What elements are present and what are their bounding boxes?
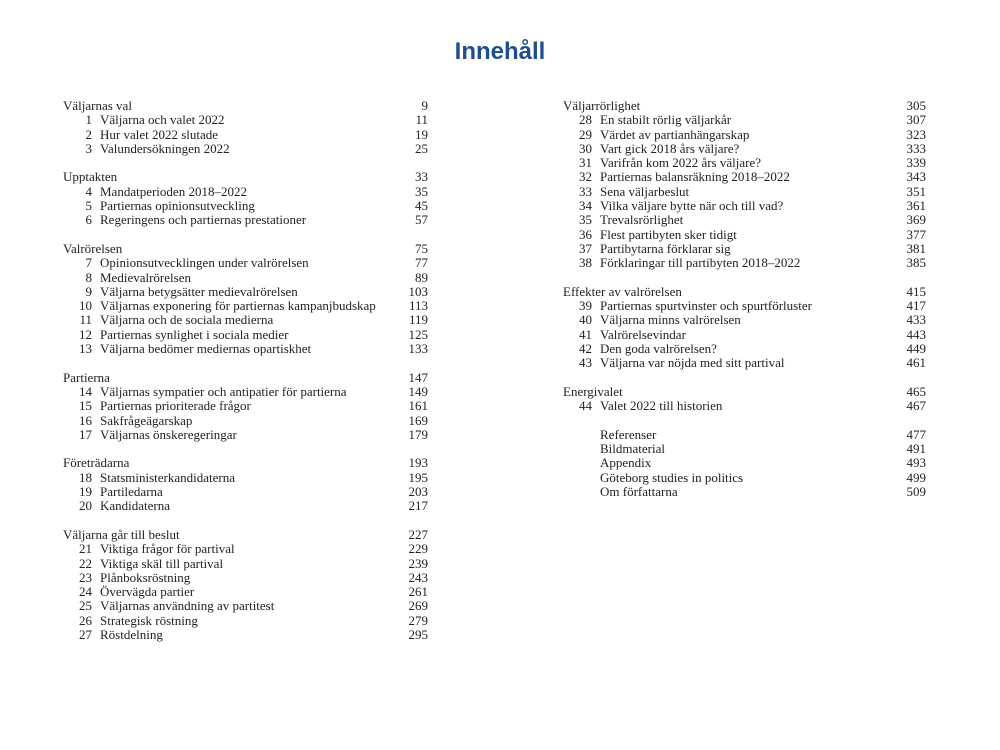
chapter-title: Väljarnas användning av partitest xyxy=(100,598,275,614)
chapter-number: 15 xyxy=(79,398,92,414)
chapter-number: 37 xyxy=(579,240,592,256)
part-page-number: 9 xyxy=(421,98,428,113)
chapter-page-number: 89 xyxy=(415,269,428,285)
chapter-page-number: 195 xyxy=(408,469,428,485)
chapter-title: Partiernas balansräkning 2018–2022 xyxy=(600,169,790,185)
chapter-page-number: 19 xyxy=(415,126,428,142)
chapter-number: 23 xyxy=(79,569,92,585)
chapter-page-number: 295 xyxy=(408,626,428,642)
chapter-title: Värdet av partianhängarskap xyxy=(600,126,750,142)
chapter-page-number: 45 xyxy=(415,198,428,214)
back-matter-page-number: 493 xyxy=(906,455,926,471)
chapter-page-number: 461 xyxy=(906,355,926,371)
toc-chapter-entry[interactable] xyxy=(63,128,428,142)
part-title: Energivalet xyxy=(563,383,623,399)
chapter-page-number: 133 xyxy=(408,341,428,357)
toc-chapter-entry[interactable] xyxy=(63,142,428,156)
toc-chapter-entry[interactable] xyxy=(563,228,926,242)
chapter-page-number: 11 xyxy=(415,112,428,128)
chapter-page-number: 385 xyxy=(906,255,926,271)
chapter-page-number: 161 xyxy=(408,398,428,414)
toc-chapter-entry[interactable] xyxy=(63,342,428,356)
toc-back-matter-entry[interactable] xyxy=(563,456,926,470)
toc-part xyxy=(63,528,428,642)
back-matter-title: Referenser xyxy=(600,426,657,442)
chapter-title: Vilka väljare bytte när och till vad? xyxy=(600,198,784,214)
chapter-number: 2 xyxy=(85,126,92,142)
toc-chapter-entry[interactable] xyxy=(63,499,428,513)
toc-part-heading[interactable] xyxy=(63,242,428,256)
chapter-page-number: 149 xyxy=(408,383,428,399)
chapter-title: Väljarna bedömer mediernas opartiskhet xyxy=(100,341,312,357)
part-page-number: 227 xyxy=(408,526,428,542)
chapter-number: 32 xyxy=(579,169,592,185)
toc-part xyxy=(563,385,926,414)
chapter-title: Förklaringar till partibyten 2018–2022 xyxy=(600,255,801,271)
chapter-number: 16 xyxy=(79,412,92,428)
chapter-number: 19 xyxy=(79,484,92,500)
toc-part-heading[interactable] xyxy=(563,385,926,399)
toc-part-heading[interactable] xyxy=(563,99,926,113)
chapter-number: 40 xyxy=(579,312,592,328)
chapter-title: Regeringens och partiernas prestationer xyxy=(100,212,307,228)
toc-part-heading[interactable] xyxy=(63,99,428,113)
toc-chapter-entry[interactable] xyxy=(563,142,926,156)
chapter-page-number: 369 xyxy=(906,212,926,228)
toc-part-heading[interactable] xyxy=(63,456,428,470)
chapter-number: 11 xyxy=(79,312,92,328)
chapter-title: Den goda valrörelsen? xyxy=(600,341,717,357)
chapter-number: 26 xyxy=(79,612,92,628)
chapter-title: Viktiga skäl till partival xyxy=(100,555,224,571)
chapter-page-number: 343 xyxy=(906,169,926,185)
chapter-title: Mandatperioden 2018–2022 xyxy=(100,183,247,199)
chapter-page-number: 381 xyxy=(906,240,926,256)
chapter-title: Väljarnas önskeregeringar xyxy=(100,426,237,442)
chapter-number: 1 xyxy=(85,112,92,128)
toc-chapter-entry[interactable] xyxy=(563,128,926,142)
toc-chapter-entry[interactable] xyxy=(63,185,428,199)
chapter-number: 33 xyxy=(579,183,592,199)
toc-chapter-entry[interactable] xyxy=(63,614,428,628)
chapter-title: Partiernas spurtvinster och spurtförluster xyxy=(600,298,812,314)
chapter-title: Kandidaterna xyxy=(100,498,171,514)
toc-chapter-entry[interactable] xyxy=(63,399,428,413)
toc-part xyxy=(563,99,926,271)
part-page-number: 193 xyxy=(408,455,428,471)
chapter-number: 13 xyxy=(79,341,92,357)
chapter-page-number: 239 xyxy=(408,555,428,571)
chapter-title: Övervägda partier xyxy=(100,584,195,600)
part-title: Effekter av valrörelsen xyxy=(563,283,682,299)
chapter-page-number: 443 xyxy=(906,326,926,342)
chapter-title: Viktiga frågor för partival xyxy=(100,541,235,557)
chapter-number: 36 xyxy=(579,226,592,242)
chapter-title: Väljarna betygsätter medievalrörelsen xyxy=(100,283,298,299)
chapter-number: 31 xyxy=(579,155,592,171)
chapter-title: Sakfrågeägarskap xyxy=(100,412,193,428)
toc-chapter-entry[interactable] xyxy=(563,113,926,127)
toc-chapter-entry[interactable] xyxy=(63,428,428,442)
chapter-number: 10 xyxy=(79,298,92,314)
toc-chapter-entry[interactable] xyxy=(563,356,926,370)
chapter-number: 14 xyxy=(79,383,92,399)
chapter-number: 28 xyxy=(579,112,592,128)
chapter-number: 34 xyxy=(579,198,592,214)
chapter-title: Valrörelsevindar xyxy=(600,326,686,342)
chapter-number: 7 xyxy=(85,255,92,271)
chapter-number: 39 xyxy=(579,298,592,314)
part-title: Partierna xyxy=(63,369,110,385)
chapter-number: 8 xyxy=(85,269,92,285)
toc-back-matter-entry[interactable] xyxy=(563,442,926,456)
chapter-page-number: 361 xyxy=(906,198,926,214)
back-matter-title: Göteborg studies in politics xyxy=(600,469,744,485)
toc-part-heading[interactable] xyxy=(63,371,428,385)
toc-part-heading[interactable] xyxy=(63,528,428,542)
chapter-page-number: 35 xyxy=(415,183,428,199)
chapter-title: Väljarna var nöjda med sitt partival xyxy=(600,355,785,371)
chapter-page-number: 261 xyxy=(408,584,428,600)
part-title: Företrädarna xyxy=(63,455,130,471)
toc-part xyxy=(63,456,428,513)
toc-chapter-entry[interactable] xyxy=(563,256,926,270)
toc-part xyxy=(63,242,428,356)
toc-chapter-entry[interactable] xyxy=(63,585,428,599)
toc-part xyxy=(63,170,428,227)
chapter-page-number: 279 xyxy=(408,612,428,628)
part-page-number: 33 xyxy=(415,169,428,185)
toc-chapter-entry[interactable] xyxy=(63,299,428,313)
part-title: Väljarna går till beslut xyxy=(63,526,180,542)
chapter-title: Röstdelning xyxy=(100,626,163,642)
toc-part xyxy=(63,99,428,156)
chapter-page-number: 103 xyxy=(408,283,428,299)
chapter-number: 42 xyxy=(579,341,592,357)
toc-chapter-entry[interactable] xyxy=(63,213,428,227)
chapter-title: Väljarnas sympatier och antipatier för partierna xyxy=(100,383,347,399)
chapter-number: 43 xyxy=(579,355,592,371)
toc-back-matter-entry[interactable] xyxy=(563,471,926,485)
chapter-number: 24 xyxy=(79,584,92,600)
chapter-title: Vart gick 2018 års väljare? xyxy=(600,140,740,156)
chapter-page-number: 467 xyxy=(906,398,926,414)
toc-chapter-entry[interactable] xyxy=(63,628,428,642)
toc-left-column xyxy=(63,99,428,657)
toc-part xyxy=(563,285,926,371)
chapter-title: Väljarna minns valrörelsen xyxy=(600,312,741,328)
toc-chapter-entry[interactable] xyxy=(563,328,926,342)
chapter-page-number: 125 xyxy=(408,326,428,342)
chapter-title: Statsministerkandidaterna xyxy=(100,469,236,485)
chapter-number: 4 xyxy=(85,183,92,199)
part-page-number: 415 xyxy=(906,283,926,299)
toc-chapter-entry[interactable] xyxy=(563,299,926,313)
part-page-number: 465 xyxy=(906,383,926,399)
toc-chapter-entry[interactable] xyxy=(563,156,926,170)
chapter-title: Partibytarna förklarar sig xyxy=(600,240,731,256)
chapter-title: Varifrån kom 2022 års väljare? xyxy=(600,155,761,171)
chapter-page-number: 179 xyxy=(408,426,428,442)
toc-right-column xyxy=(563,99,926,514)
chapter-page-number: 243 xyxy=(408,569,428,585)
back-matter-page-number: 491 xyxy=(906,441,926,457)
toc-chapter-entry[interactable] xyxy=(63,113,428,127)
part-page-number: 75 xyxy=(415,240,428,256)
chapter-number: 21 xyxy=(79,541,92,557)
chapter-number: 6 xyxy=(85,212,92,228)
chapter-number: 27 xyxy=(79,626,92,642)
toc-chapter-entry[interactable] xyxy=(63,199,428,213)
toc-chapter-entry[interactable] xyxy=(63,285,428,299)
toc-chapter-entry[interactable] xyxy=(63,557,428,571)
chapter-number: 5 xyxy=(85,198,92,214)
chapter-page-number: 217 xyxy=(408,498,428,514)
part-title: Valrörelsen xyxy=(63,240,123,256)
chapter-title: Plånboksröstning xyxy=(100,569,191,585)
toc-chapter-entry[interactable] xyxy=(63,471,428,485)
part-page-number: 305 xyxy=(906,98,926,113)
back-matter-title: Bildmaterial xyxy=(600,441,665,457)
chapter-title: Flest partibyten sker tidigt xyxy=(600,226,737,242)
page-title: Innehåll xyxy=(454,38,546,65)
part-title: Väljarnas val xyxy=(63,98,132,113)
chapter-page-number: 203 xyxy=(408,484,428,500)
chapter-number: 22 xyxy=(79,555,92,571)
toc-chapter-entry[interactable] xyxy=(563,170,926,184)
chapter-number: 18 xyxy=(79,469,92,485)
toc-part-heading[interactable] xyxy=(563,285,926,299)
chapter-number: 20 xyxy=(79,498,92,514)
chapter-number: 38 xyxy=(579,255,592,271)
chapter-page-number: 269 xyxy=(408,598,428,614)
chapter-title: Strategisk röstning xyxy=(100,612,198,628)
toc-part xyxy=(63,371,428,442)
chapter-title: Valet 2022 till historien xyxy=(600,398,723,414)
toc-chapter-entry[interactable] xyxy=(63,271,428,285)
chapter-title: Medievalrörelsen xyxy=(100,269,191,285)
toc-chapter-entry[interactable] xyxy=(563,242,926,256)
chapter-page-number: 333 xyxy=(906,140,926,156)
chapter-page-number: 339 xyxy=(906,155,926,171)
chapter-page-number: 307 xyxy=(906,112,926,128)
chapter-title: Partiernas prioriterade frågor xyxy=(100,398,251,414)
part-page-number: 147 xyxy=(408,369,428,385)
toc-chapter-entry[interactable] xyxy=(63,313,428,327)
back-matter-page-number: 499 xyxy=(906,469,926,485)
chapter-title: Valundersökningen 2022 xyxy=(100,140,230,156)
chapter-title: En stabilt rörlig väljarkår xyxy=(600,112,732,128)
chapter-page-number: 433 xyxy=(906,312,926,328)
chapter-title: Sena väljarbeslut xyxy=(600,183,690,199)
chapter-page-number: 449 xyxy=(906,341,926,357)
back-matter-page-number: 509 xyxy=(906,484,926,500)
chapter-title: Trevalsrörlighet xyxy=(600,212,684,228)
chapter-number: 3 xyxy=(85,140,92,156)
back-matter-title: Appendix xyxy=(600,455,652,471)
chapter-number: 35 xyxy=(579,212,592,228)
toc-back-matter-entry[interactable] xyxy=(563,428,926,442)
chapter-page-number: 119 xyxy=(408,312,428,328)
toc-chapter-entry[interactable] xyxy=(63,485,428,499)
toc-chapter-entry[interactable] xyxy=(63,599,428,613)
chapter-page-number: 57 xyxy=(415,212,428,228)
chapter-title: Väljarnas exponering för partiernas kampanjbudskap xyxy=(100,298,376,314)
toc-chapter-entry[interactable] xyxy=(63,542,428,556)
part-title: Upptakten xyxy=(63,169,118,185)
chapter-number: 30 xyxy=(579,140,592,156)
chapter-number: 25 xyxy=(79,598,92,614)
toc-chapter-entry[interactable] xyxy=(563,399,926,413)
chapter-number: 17 xyxy=(79,426,92,442)
toc-chapter-entry[interactable] xyxy=(63,385,428,399)
chapter-number: 41 xyxy=(579,326,592,342)
toc-back-matter-entry[interactable] xyxy=(563,485,926,499)
toc-chapter-entry[interactable] xyxy=(563,185,926,199)
chapter-number: 29 xyxy=(579,126,592,142)
chapter-number: 12 xyxy=(79,326,92,342)
toc-chapter-entry[interactable] xyxy=(63,256,428,270)
chapter-title: Opinionsutvecklingen under valrörelsen xyxy=(100,255,309,271)
chapter-page-number: 377 xyxy=(906,226,926,242)
toc-chapter-entry[interactable] xyxy=(63,571,428,585)
chapter-title: Partiernas opinionsutveckling xyxy=(100,198,255,214)
chapter-page-number: 25 xyxy=(415,140,428,156)
chapter-title: Hur valet 2022 slutade xyxy=(100,126,219,142)
toc-chapter-entry[interactable] xyxy=(563,313,926,327)
chapter-number: 9 xyxy=(85,283,92,299)
chapter-title: Partiernas synlighet i sociala medier xyxy=(100,326,289,342)
toc-chapter-entry[interactable] xyxy=(563,213,926,227)
toc-chapter-entry[interactable] xyxy=(63,414,428,428)
toc-part-heading[interactable] xyxy=(63,170,428,184)
chapter-page-number: 169 xyxy=(408,412,428,428)
chapter-page-number: 229 xyxy=(408,541,428,557)
part-title: Väljarrörlighet xyxy=(563,98,641,113)
chapter-number: 44 xyxy=(579,398,592,414)
toc-back-matter xyxy=(563,428,926,499)
chapter-page-number: 323 xyxy=(906,126,926,142)
toc-chapter-entry[interactable] xyxy=(563,199,926,213)
chapter-page-number: 113 xyxy=(408,298,428,314)
chapter-title: Partiledarna xyxy=(100,484,163,500)
toc-chapter-entry[interactable] xyxy=(563,342,926,356)
chapter-title: Väljarna och valet 2022 xyxy=(100,112,225,128)
back-matter-page-number: 477 xyxy=(906,426,926,442)
chapter-page-number: 351 xyxy=(906,183,926,199)
chapter-title: Väljarna och de sociala medierna xyxy=(100,312,274,328)
toc-chapter-entry[interactable] xyxy=(63,328,428,342)
back-matter-title: Om författarna xyxy=(600,484,678,500)
chapter-page-number: 417 xyxy=(906,298,926,314)
chapter-page-number: 77 xyxy=(415,255,428,271)
